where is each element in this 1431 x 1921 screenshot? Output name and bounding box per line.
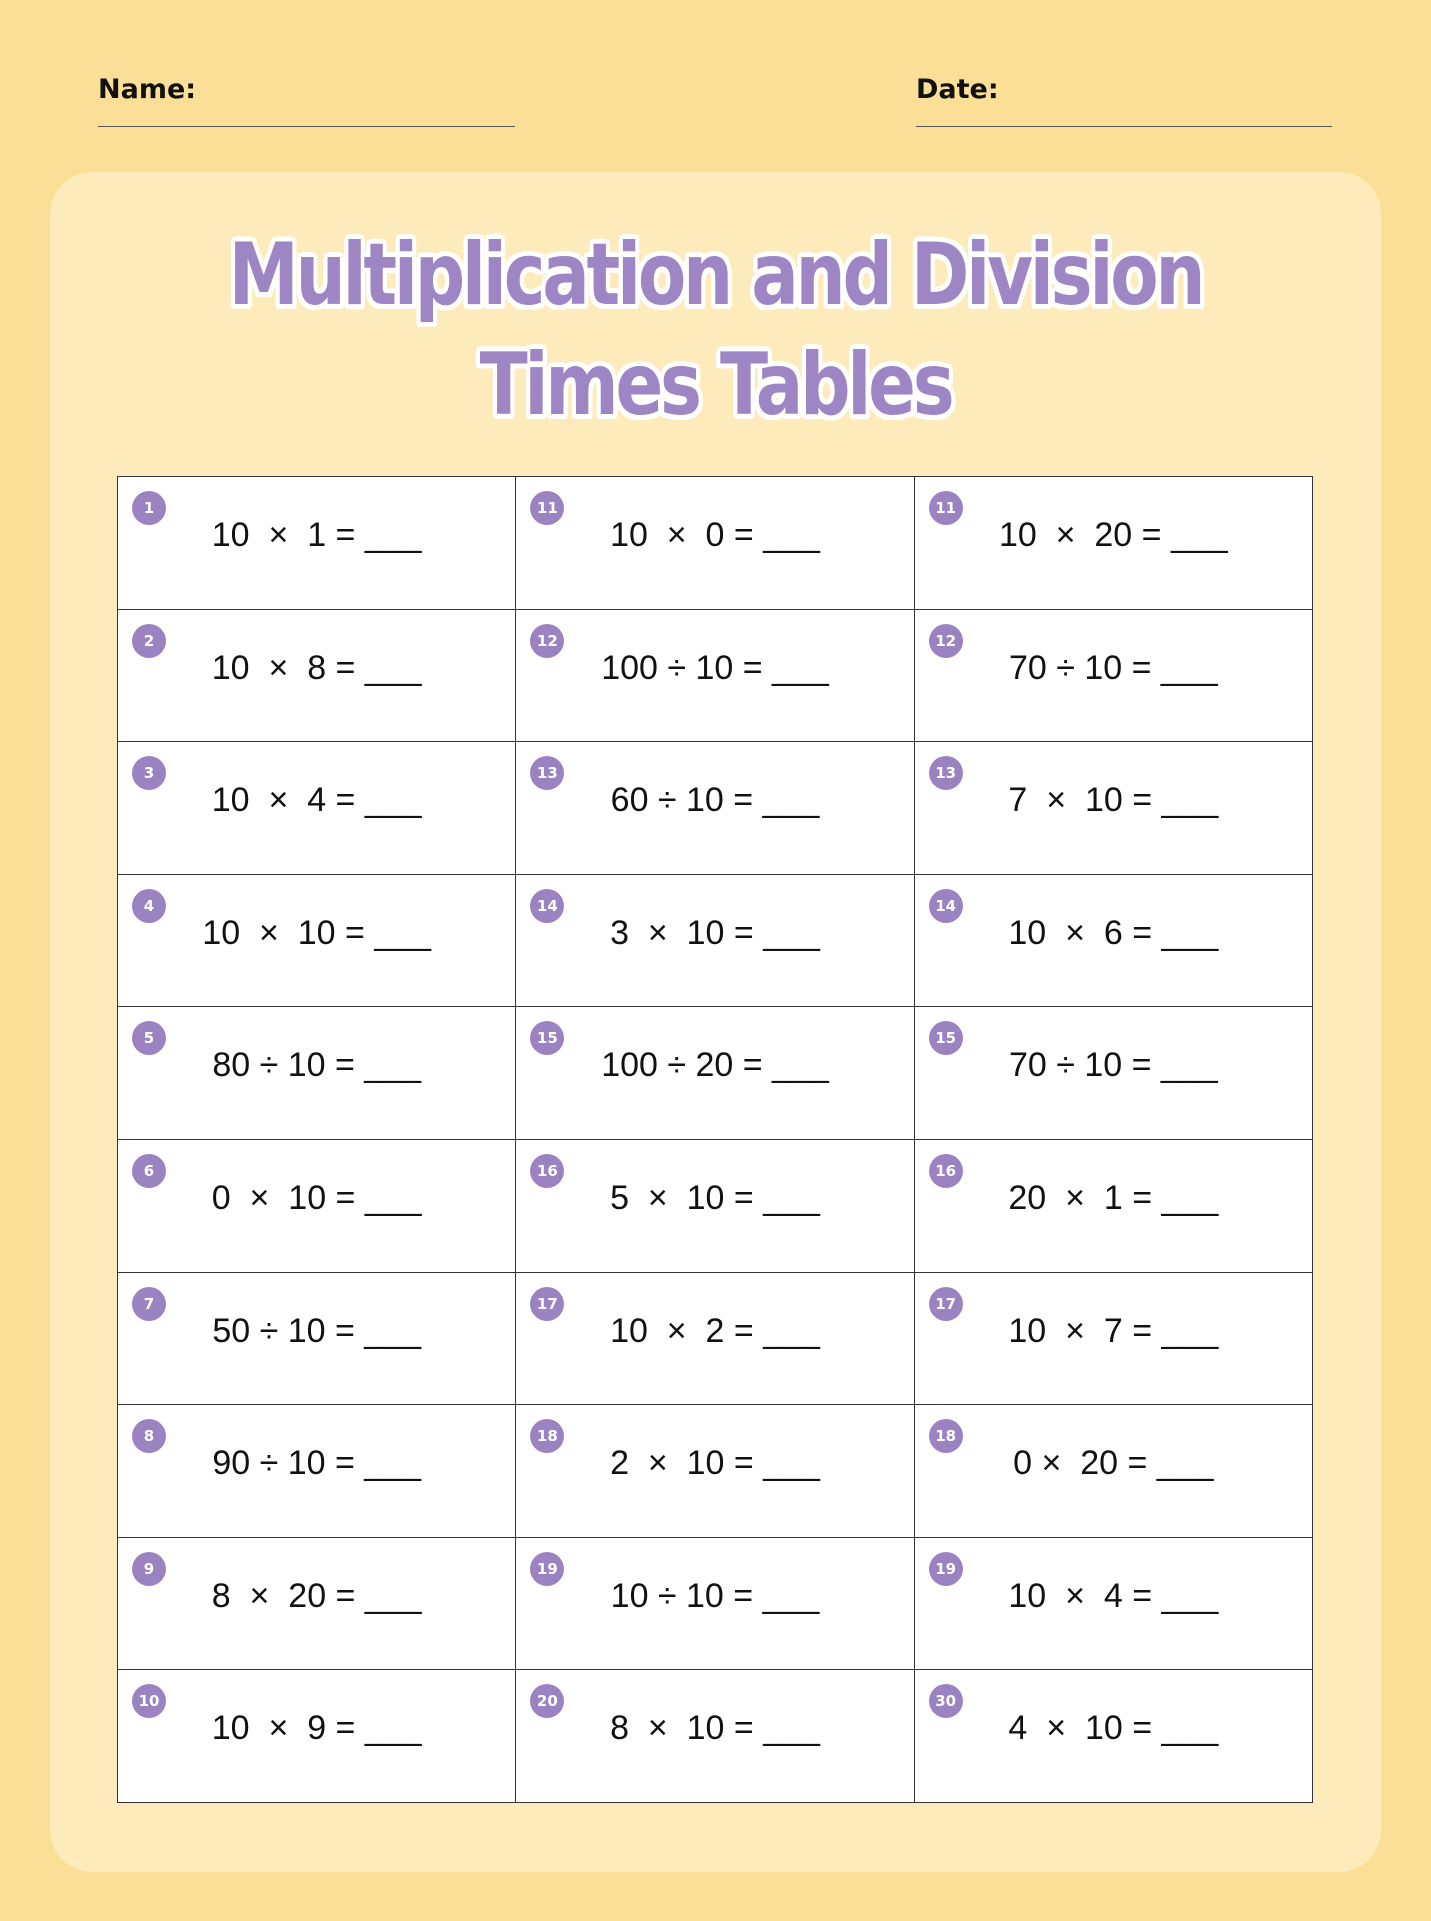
answer-blank[interactable]: ___ [364,1576,422,1615]
expression-text: 10 × 9 = [211,1709,365,1748]
answer-blank[interactable]: ___ [364,516,422,554]
problems-grid [117,476,1313,1803]
answer-blank[interactable]: ___ [364,648,422,687]
problem-number-badge: 13 [929,756,963,790]
problem-cell [118,1007,516,1140]
expression-text: 70 ÷ 10 = [1008,1046,1161,1085]
problem-cell [516,610,914,743]
problem-expression [915,1709,1312,1748]
problem-number-badge: 15 [530,1021,564,1055]
expression-text: 100 ÷ 20 = [601,1046,773,1085]
answer-blank[interactable]: ___ [1161,1311,1219,1350]
problem-cell [118,610,516,743]
expression-text: 10 × 7 = [1008,1311,1162,1350]
answer-blank[interactable]: ___ [1161,1179,1219,1217]
problem-cell [118,1273,516,1406]
answer-blank[interactable]: ___ [763,1311,820,1350]
expression-text: 10 × 0 = [610,516,764,554]
problem-cell [915,1140,1313,1273]
problem-expression [915,1312,1312,1351]
problem-number-badge: 30 [929,1684,963,1718]
expression-text: 10 × 1 = [211,516,365,554]
answer-blank[interactable]: ___ [1160,648,1218,687]
expression-text: 10 ÷ 10 = [610,1576,763,1615]
problem-number-badge: 19 [530,1552,564,1586]
problem-cell [915,477,1313,610]
answer-blank[interactable]: ___ [364,1444,421,1483]
problem-cell [118,477,516,610]
problem-cell [516,1273,914,1406]
problem-expression [516,1444,913,1483]
problem-number-badge: 9 [132,1552,166,1586]
problem-number-badge: 13 [530,756,564,790]
expression-text: 70 ÷ 10 = [1008,648,1161,687]
answer-blank[interactable]: ___ [763,1709,820,1748]
expression-text: 2 × 10 = [610,1444,764,1483]
problem-expression [915,781,1312,820]
answer-blank[interactable]: ___ [364,1179,422,1217]
problem-number-badge: 12 [530,624,564,658]
expression-text: 10 × 6 = [1008,913,1162,952]
problem-expression [516,516,913,555]
problem-cell [516,1140,914,1273]
problem-number-badge: 11 [530,491,564,525]
problem-expression [516,1577,913,1616]
date-label: Date: [916,74,999,105]
expression-text: 0 × 20 = [1013,1444,1157,1483]
problem-cell [915,610,1313,743]
problem-number-badge: 7 [132,1287,166,1321]
expression-text: 60 ÷ 10 = [610,781,763,820]
problem-expression [118,781,515,820]
problem-cell [516,1538,914,1671]
problem-cell [118,1140,516,1273]
problem-cell [516,1007,914,1140]
problem-expression [118,1179,515,1218]
problem-expression [118,1046,515,1085]
problem-cell [118,1405,516,1538]
expression-text: 10 × 10 = [202,913,375,952]
problem-cell [915,1405,1313,1538]
answer-blank[interactable]: ___ [1170,516,1228,554]
answer-blank[interactable]: ___ [1156,1444,1214,1483]
problem-cell [516,875,914,1008]
problem-cell [915,875,1313,1008]
problem-number-badge: 1 [132,491,166,525]
answer-blank[interactable]: ___ [762,781,820,820]
problem-expression [915,1046,1312,1085]
expression-text: 4 × 10 = [1008,1709,1162,1748]
answer-blank[interactable]: ___ [374,913,432,952]
problem-expression [516,1046,913,1085]
title-line-2: Times Tables [479,335,952,435]
problem-number-badge: 15 [929,1021,963,1055]
problem-expression [915,1179,1312,1218]
problem-number-badge: 18 [530,1419,564,1453]
name-line[interactable] [98,126,515,127]
problem-cell [118,875,516,1008]
answer-blank[interactable]: ___ [1161,781,1219,820]
problem-expression [118,1577,515,1616]
problem-number-badge: 6 [132,1154,166,1188]
problem-cell [516,1670,914,1803]
expression-text: 20 × 1 = [1008,1179,1162,1217]
answer-blank[interactable]: ___ [1160,1046,1218,1085]
answer-blank[interactable]: ___ [772,1046,829,1085]
problem-cell [915,742,1313,875]
problem-expression [118,516,515,555]
expression-text: 0 × 10 = [211,1179,365,1217]
problem-number-badge: 5 [132,1021,166,1055]
problem-expression [915,649,1312,688]
problem-number-badge: 4 [132,889,166,923]
problem-expression [118,1444,515,1483]
name-label: Name: [98,74,197,105]
problem-expression [915,516,1312,555]
answer-blank[interactable]: ___ [364,1311,421,1350]
answer-blank[interactable]: ___ [763,913,820,952]
problem-cell [516,742,914,875]
problem-number-badge: 8 [132,1419,166,1453]
answer-blank[interactable]: ___ [763,1179,820,1217]
expression-text: 10 × 4 = [1008,1576,1162,1615]
answer-blank[interactable]: ___ [1161,1709,1219,1748]
problem-expression [915,914,1312,953]
problem-cell [118,1538,516,1671]
problem-expression [516,649,913,688]
expression-text: 50 ÷ 10 = [212,1311,365,1350]
problem-expression [118,649,515,688]
answer-blank[interactable]: ___ [364,1709,422,1748]
answer-blank[interactable]: ___ [364,1046,421,1085]
problem-number-badge: 19 [929,1552,963,1586]
expression-text: 7 × 10 = [1008,781,1162,820]
problem-number-badge: 17 [530,1287,564,1321]
answer-blank[interactable]: ___ [364,781,422,820]
problem-cell [915,1670,1313,1803]
problem-expression [516,781,913,820]
problem-number-badge: 3 [132,756,166,790]
expression-text: 80 ÷ 10 = [212,1046,365,1085]
problem-number-badge: 14 [530,889,564,923]
problem-number-badge: 16 [929,1154,963,1188]
problem-number-badge: 20 [530,1684,564,1718]
problem-cell [915,1538,1313,1671]
problem-expression [118,1312,515,1351]
problem-expression [915,1577,1312,1616]
problem-number-badge: 11 [929,491,963,525]
problem-cell [915,1273,1313,1406]
problem-number-badge: 17 [929,1287,963,1321]
expression-text: 8 × 10 = [610,1709,764,1748]
expression-text: 5 × 10 = [610,1179,764,1217]
problem-expression [915,1444,1312,1483]
expression-text: 10 × 20 = [998,516,1171,554]
problem-expression [516,1709,913,1748]
expression-text: 8 × 20 = [211,1576,365,1615]
problem-expression [516,1179,913,1218]
problem-expression [118,1709,515,1748]
problem-number-badge: 18 [929,1419,963,1453]
answer-blank[interactable]: ___ [763,1444,820,1483]
problem-number-badge: 2 [132,624,166,658]
problem-number-badge: 16 [530,1154,564,1188]
answer-blank[interactable]: ___ [1161,913,1219,952]
answer-blank[interactable]: ___ [762,1576,820,1615]
problem-expression [516,1312,913,1351]
problem-cell [516,477,914,610]
expression-text: 90 ÷ 10 = [212,1444,365,1483]
answer-blank[interactable]: ___ [763,516,820,554]
answer-blank[interactable]: ___ [772,648,829,687]
expression-text: 10 × 4 = [211,781,365,820]
problem-expression [516,914,913,953]
expression-text: 10 × 8 = [211,648,365,687]
problem-number-badge: 10 [132,1684,166,1718]
answer-blank[interactable]: ___ [1161,1576,1219,1615]
date-line[interactable] [916,126,1332,127]
problem-number-badge: 12 [929,624,963,658]
problem-cell [118,1670,516,1803]
problem-cell [915,1007,1313,1140]
problem-expression [118,914,515,953]
expression-text: 10 × 2 = [610,1311,764,1350]
title-line-1: Multiplication and Division [228,225,1203,325]
problem-cell [118,742,516,875]
expression-text: 3 × 10 = [610,913,764,952]
problem-cell [516,1405,914,1538]
expression-text: 100 ÷ 10 = [601,648,773,687]
problem-number-badge: 14 [929,889,963,923]
